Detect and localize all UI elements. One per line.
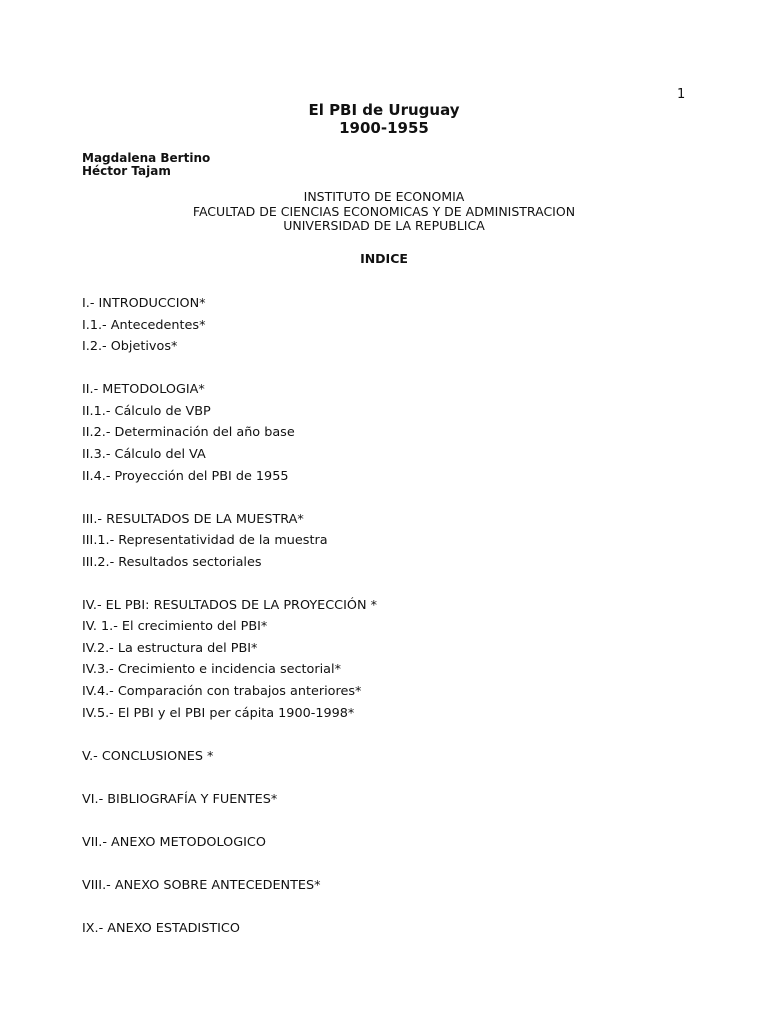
toc-subsection-entry: IV.5.- El PBI y el PBI per cápita 1900-1998* bbox=[82, 705, 355, 721]
toc-section-entry: III.- RESULTADOS DE LA MUESTRA* bbox=[82, 511, 304, 527]
toc-subsection-entry: IV.3.- Crecimiento e incidencia sectorial* bbox=[82, 662, 341, 678]
author-name: Magdalena Bertino bbox=[82, 151, 211, 165]
toc-subsection-entry: I.1.- Antecedentes* bbox=[82, 317, 206, 333]
author-name: Héctor Tajam bbox=[82, 164, 171, 178]
institution-line: FACULTAD DE CIENCIAS ECONOMICAS Y DE ADMINISTRACION bbox=[192, 203, 576, 219]
toc-section-entry: I.- INTRODUCCION* bbox=[82, 296, 206, 311]
section-spacer bbox=[82, 358, 377, 379]
section-spacer bbox=[82, 573, 377, 594]
toc-section-entry: IV.- EL PBI: RESULTADOS DE LA PROYECCIÓN * bbox=[82, 597, 377, 613]
institution-line: UNIVERSIDAD DE LA REPUBLICA bbox=[283, 218, 485, 233]
section-spacer bbox=[82, 767, 377, 788]
toc-subsection-entry: IV.2.- La estructura del PBI* bbox=[82, 640, 258, 656]
title-line: El PBI de Uruguay bbox=[308, 101, 460, 119]
toc-section-entry: VIII.- ANEXO SOBRE ANTECEDENTES* bbox=[82, 877, 321, 893]
toc-subsection-entry: IV.4.- Comparación con trabajos anteriores* bbox=[82, 684, 362, 700]
toc-section-entry: VII.- ANEXO METODOLOGICO bbox=[82, 834, 266, 850]
toc-subsection-entry: II.3.- Cálculo del VA bbox=[82, 446, 206, 462]
section-spacer bbox=[82, 853, 377, 874]
toc-section-entry: VI.- BIBLIOGRAFÍA Y FUENTES* bbox=[82, 791, 278, 807]
toc-subsection-entry: III.1.- Representatividad de la muestra bbox=[82, 533, 328, 549]
toc-subsection-entry: IV. 1.- El crecimiento del PBI* bbox=[82, 619, 268, 635]
toc-section-entry: IX.- ANEXO ESTADISTICO bbox=[82, 920, 240, 936]
authors bbox=[82, 152, 210, 178]
institution-line: INSTITUTO DE ECONOMIA bbox=[303, 189, 465, 204]
page-number: 1 bbox=[677, 87, 686, 102]
toc-section-entry: II.- METODOLOGIA* bbox=[82, 382, 205, 398]
section-spacer bbox=[82, 896, 377, 917]
institution-block bbox=[0, 190, 768, 234]
toc-subsection-entry: III.2.- Resultados sectoriales bbox=[82, 554, 262, 570]
section-spacer bbox=[82, 487, 377, 508]
toc-subsection-entry: II.1.- Cálculo de VBP bbox=[82, 403, 211, 419]
toc-subsection-entry: II.4.- Proyección del PBI de 1955 bbox=[82, 468, 289, 484]
section-spacer bbox=[82, 724, 377, 745]
document-title bbox=[0, 101, 768, 137]
section-spacer bbox=[82, 810, 377, 831]
toc-subsection-entry: II.2.- Determinación del año base bbox=[82, 425, 295, 441]
title-years: 1900-1955 bbox=[339, 119, 429, 137]
table-of-contents bbox=[82, 293, 377, 939]
toc-section-entry: V.- CONCLUSIONES * bbox=[82, 748, 214, 764]
index-heading: INDICE bbox=[360, 251, 408, 266]
toc-subsection-entry: I.2.- Objetivos* bbox=[82, 339, 178, 355]
